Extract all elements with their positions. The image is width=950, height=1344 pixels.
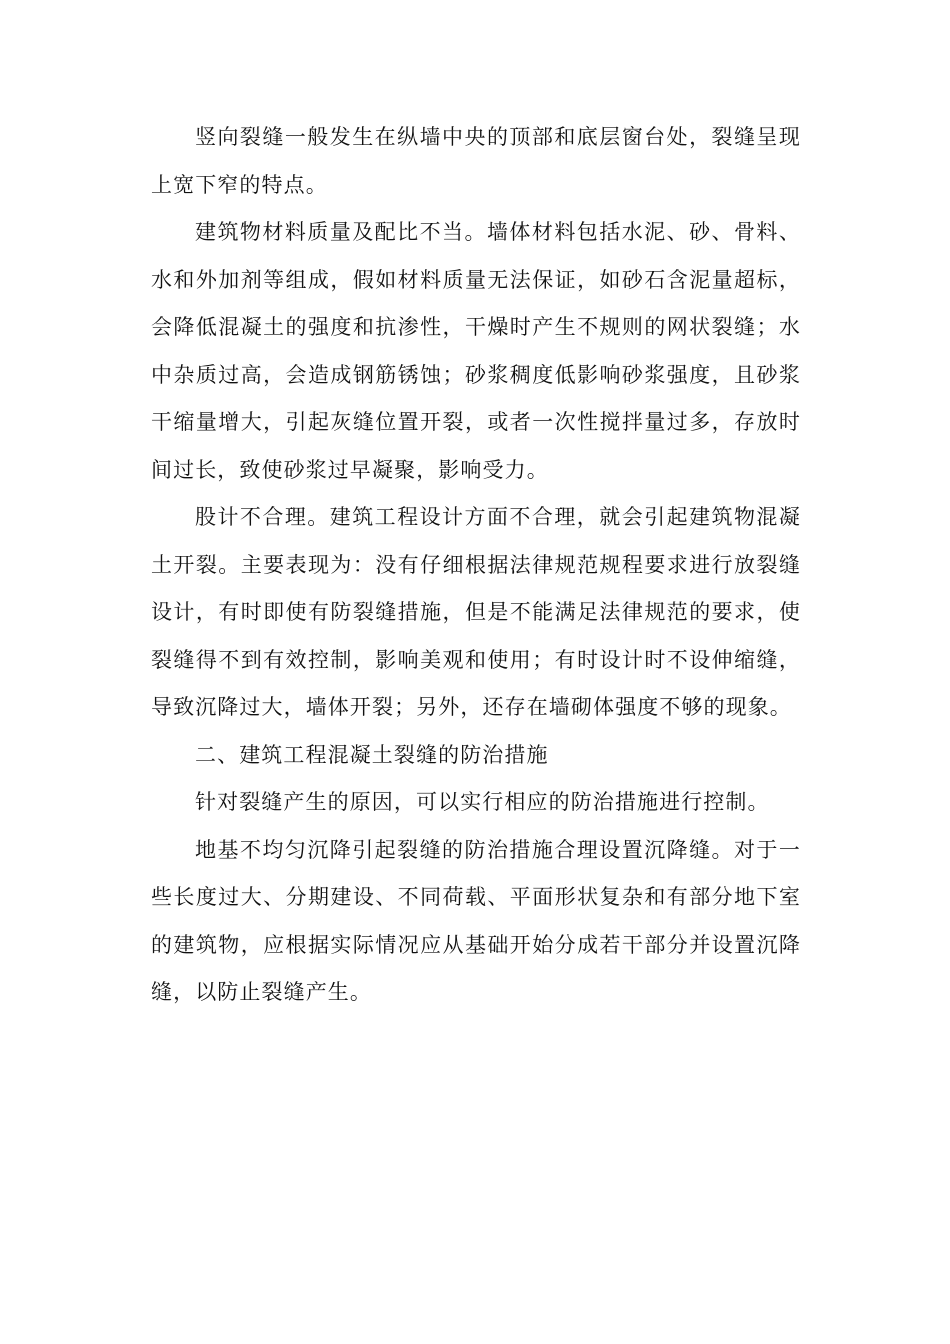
document-body <box>151 114 801 1017</box>
paragraph-vertical-cracks: 竖向裂缝一般发生在纵墙中央的顶部和底层窗台处，裂缝呈现上宽下窄的特点。 <box>151 125 801 197</box>
section-heading-prevention: 二、建筑工程混凝土裂缝的防治措施 <box>195 742 549 767</box>
paragraph-design-issues: 股计不合理。建筑工程设计方面不合理，就会引起建筑物混凝土开裂。主要表现为：没有仔细根据法律规范规程要求进行放裂缝设计，有时即使有防裂缝措施，但是不能满足法律规范的要求，使裂缝得不到有效控制，影响美观和使用；有时设计时不设伸缩缝，导致沉降过大，墙体开裂；另外，还存在墙砌体强度不够的现象。 <box>151 505 801 719</box>
paragraph-material-quality: 建筑物材料质量及配比不当。墙体材料包括水泥、砂、骨料、水和外加剂等组成，假如材料质量无法保证，如砂石含泥量超标，会降低混凝土的强度和抗渗性，干燥时产生不规则的网状裂缝；水中杂质过高，会造成钢筋锈蚀；砂浆稠度低影响砂浆强度，且砂浆干缩量增大，引起灰缝位置开裂，或者一次性搅拌量过多，存放时间过长，致使砂浆过早凝聚，影响受力。 <box>151 220 801 482</box>
paragraph-prevention-intro: 针对裂缝产生的原因，可以实行相应的防治措施进行控制。 <box>195 790 770 814</box>
paragraph-settlement-joints: 地基不均匀沉降引起裂缝的防治措施合理设置沉降缝。对于一些长度过大、分期建设、不同荷载、平面形状复杂和有部分地下室的建筑物，应根据实际情况应从基础开始分成若干部分并设置沉降缝，以防止裂缝产生。 <box>151 837 801 1004</box>
